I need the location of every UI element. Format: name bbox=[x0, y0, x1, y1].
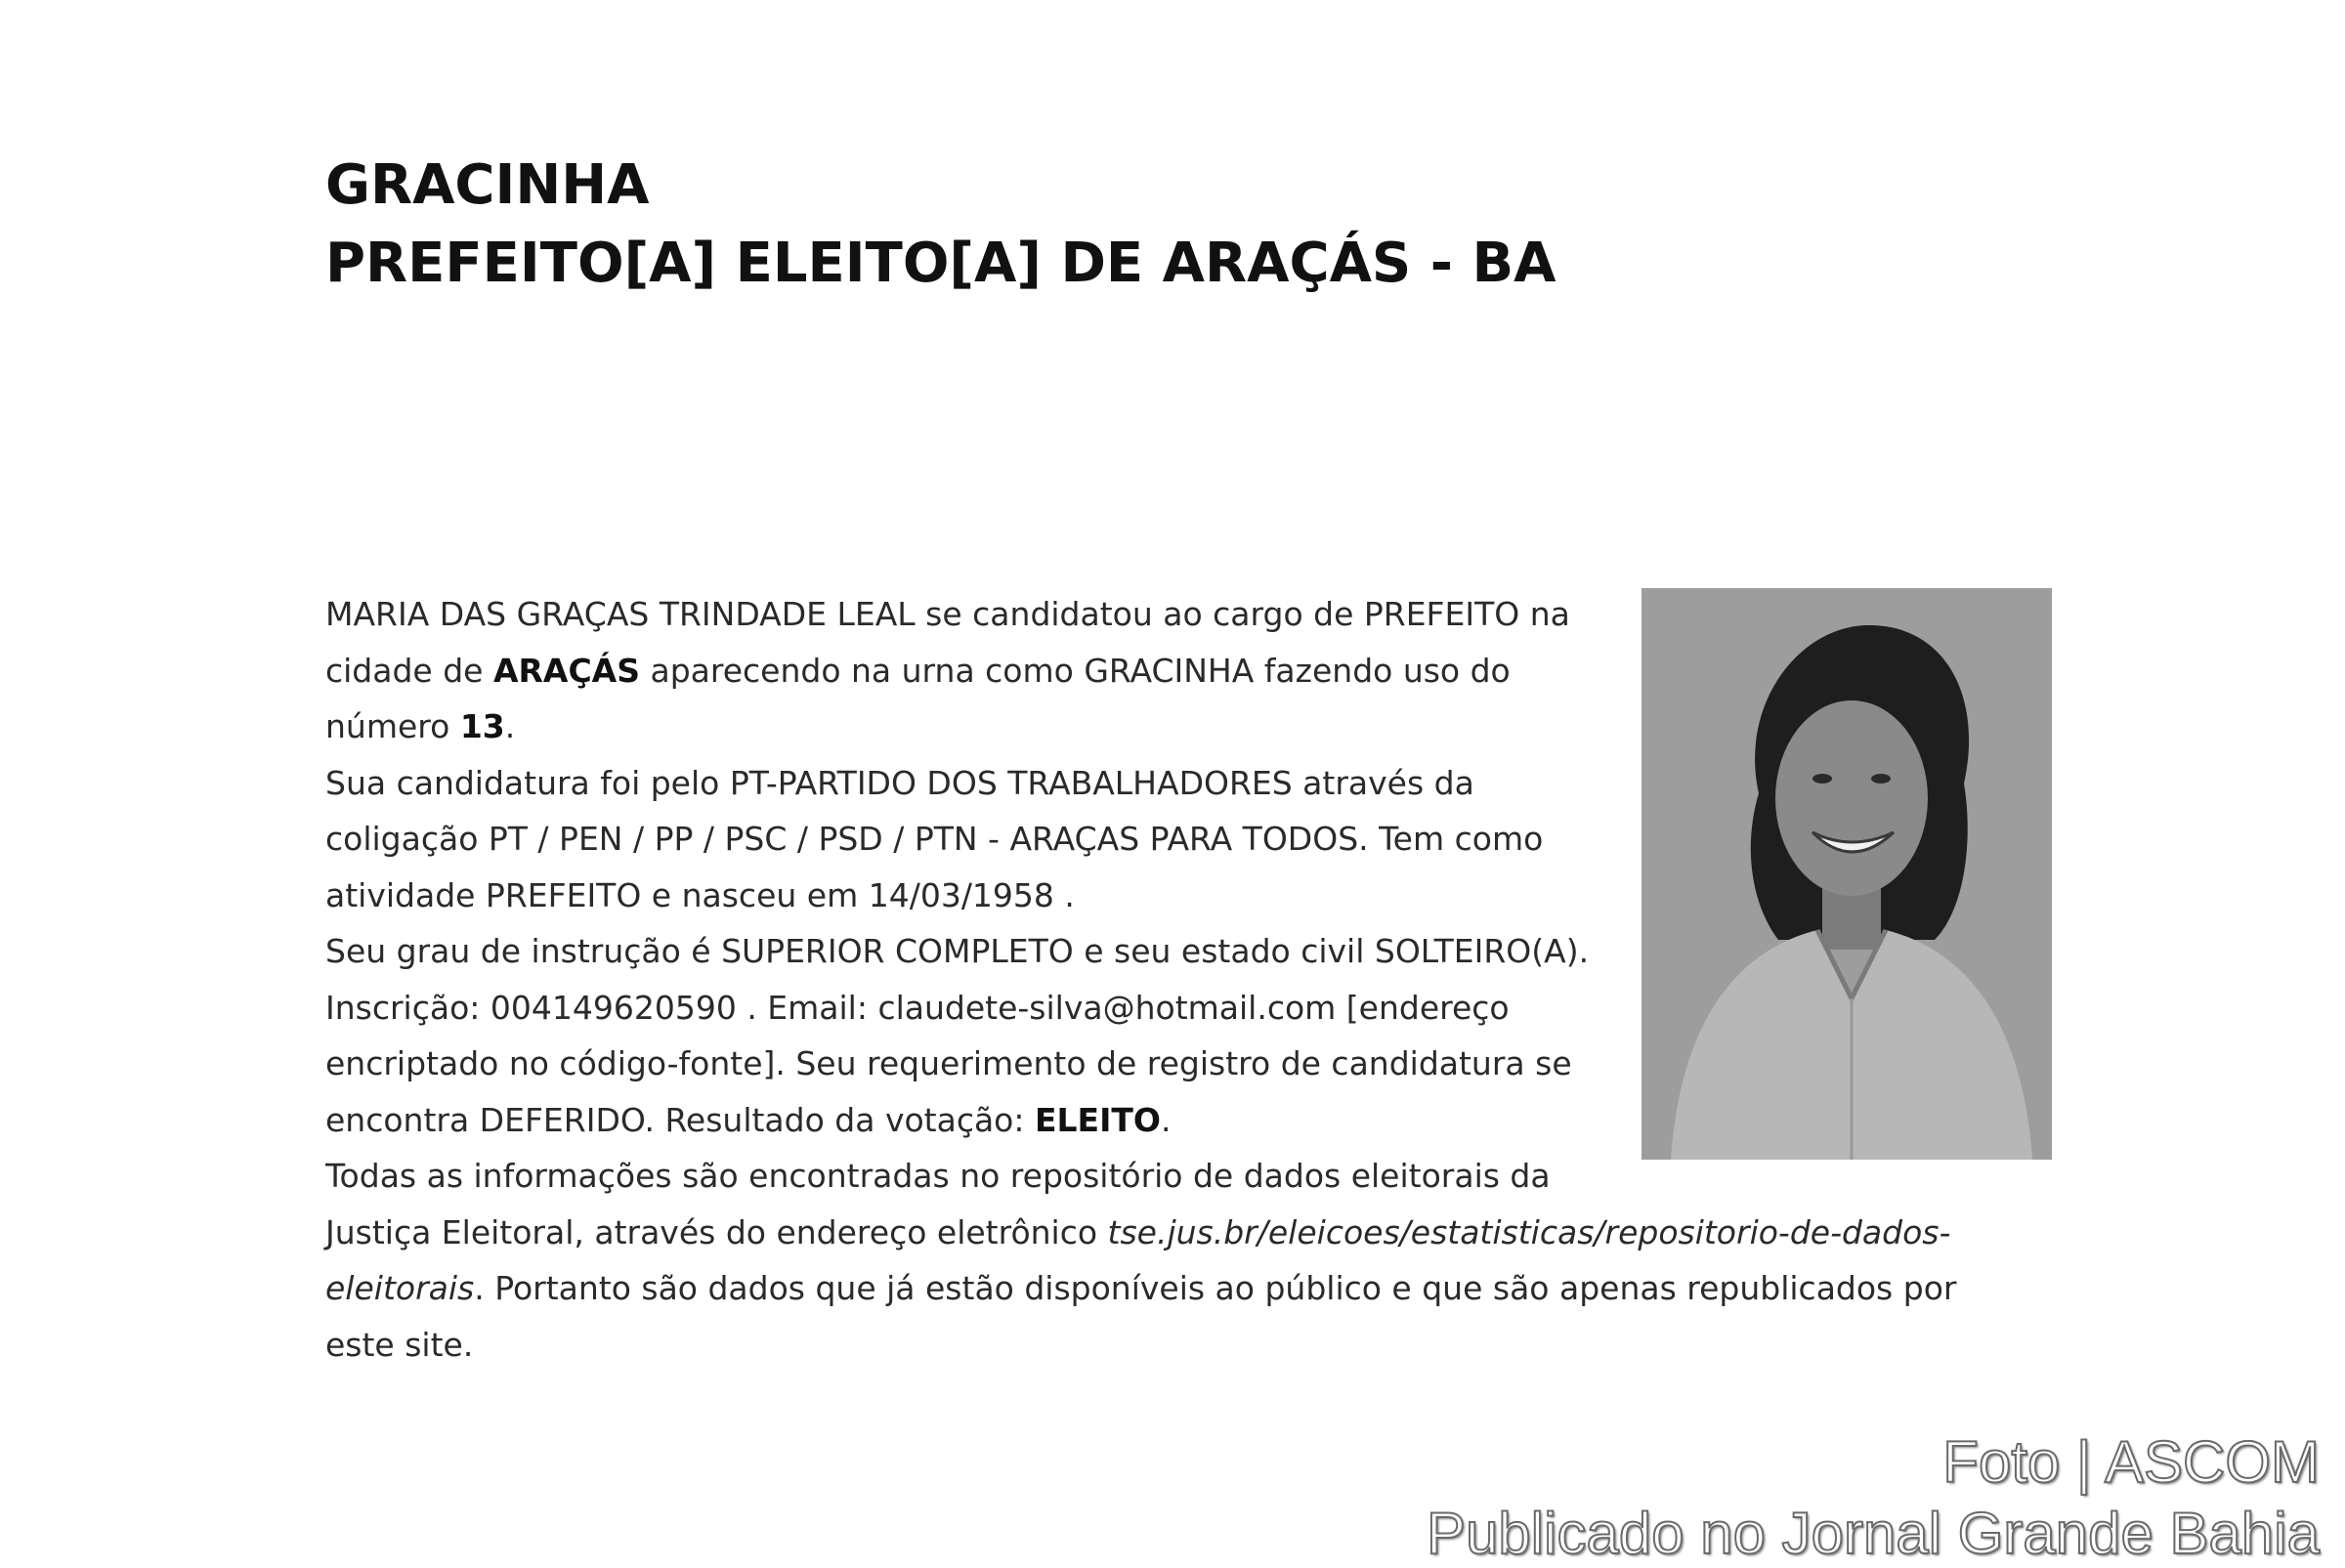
source-url: tse.jus.br/eleicoes/estatisticas/repositorio-de-dados- bbox=[1107, 1212, 1951, 1251]
publication-source: Publicado no Jornal Grande Bahia bbox=[1427, 1501, 2320, 1566]
candidate-title bbox=[325, 147, 1556, 303]
text-line: Sua candidatura foi pelo PT-PARTIDO DOS TRABALHADORES através da bbox=[325, 763, 1474, 802]
portrait-icon bbox=[1642, 588, 2052, 1160]
text-line: eleitorais. Portanto são dados que já estão disponíveis ao público e que são apenas republicados por bbox=[325, 1269, 1957, 1307]
text-line: Inscrição: 004149620590 . Email: claudete-silva@hotmail.com [endereço bbox=[325, 988, 1510, 1027]
candidate-number: 13 bbox=[459, 707, 505, 745]
candidate-name: GRACINHA bbox=[325, 153, 650, 217]
election-result: ELEITO bbox=[1034, 1100, 1161, 1139]
text-line: encriptado no código-fonte]. Seu requerimento de registro de candidatura se bbox=[325, 1044, 1572, 1082]
text-line: Seu grau de instrução é SUPERIOR COMPLETO e seu estado civil SOLTEIRO(A). bbox=[325, 932, 1590, 970]
city-name: ARAÇÁS bbox=[492, 651, 640, 690]
text-line: encontra DEFERIDO. Resultado da votação: ELEITO. bbox=[325, 1100, 1172, 1139]
text-line: este site. bbox=[325, 1325, 474, 1364]
candidate-office: PREFEITO[A] ELEITO[A] DE ARAÇÁS - BA bbox=[325, 232, 1556, 295]
text-line: Justiça Eleitoral, através do endereço eletrônico tse.jus.br/eleicoes/estatisticas/repositorio-de-dados- bbox=[325, 1212, 1951, 1251]
candidate-photo bbox=[1642, 588, 2052, 1160]
text-line: atividade PREFEITO e nasceu em 14/03/1958 . bbox=[325, 875, 1075, 914]
text-line: MARIA DAS GRAÇAS TRINDADE LEAL se candidatou ao cargo de PREFEITO na bbox=[325, 595, 1570, 633]
text-line: coligação PT / PEN / PP / PSC / PSD / PTN - ARAÇAS PARA TODOS. Tem como bbox=[325, 820, 1544, 858]
text-line: Todas as informações são encontradas no repositório de dados eleitorais da bbox=[325, 1157, 1551, 1195]
source-url-continued: eleitorais bbox=[325, 1269, 475, 1307]
text-line: cidade de ARAÇÁS aparecendo na urna como GRACINHA fazendo uso do bbox=[325, 651, 1511, 690]
text-line: número 13. bbox=[325, 707, 516, 745]
photo-credit: Foto | ASCOM bbox=[1942, 1429, 2320, 1495]
